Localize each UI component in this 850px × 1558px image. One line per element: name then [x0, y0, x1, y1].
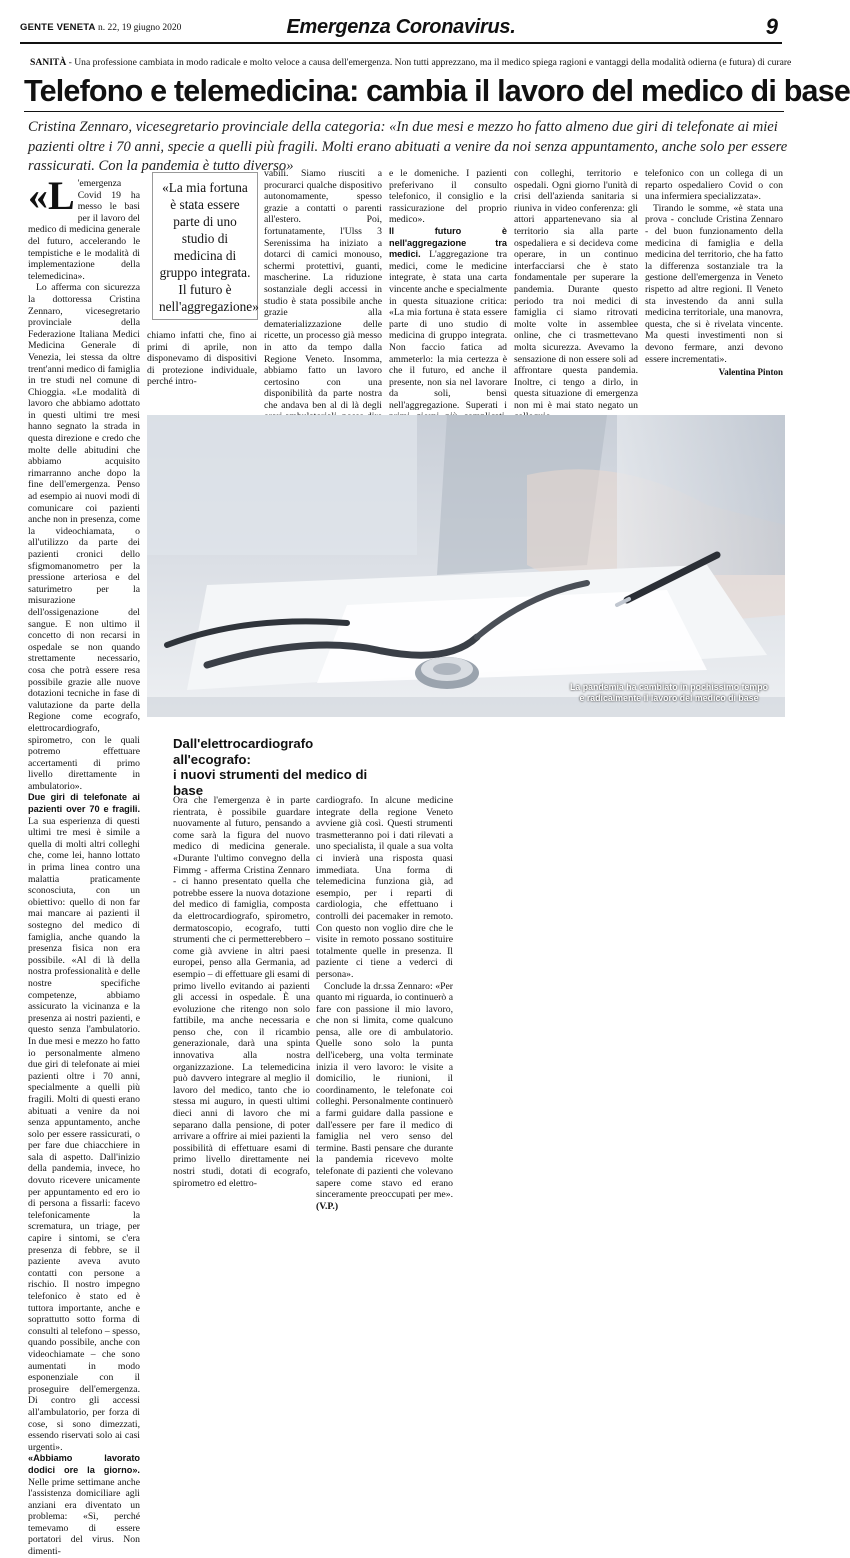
section2-column-a — [173, 795, 310, 1189]
column-6 — [645, 168, 783, 408]
col5-text: con colleghi, territorio e ospedali. Ogni giorno l'unità di crisi dell'azienda sanitaria si riuniva in video conferenza: gli attori appartenevano sia al territorio sia alla parte ospedaliera e si decideva come operare, in un continuo interfacciarsi che è stato fondamentale per superare la pandemia. Durante questo periodo tra noi medici di famiglia ci siamo ritrovati molte volte in assemblee online, che ci trasmettevano molta sicurezza. Avevamo la sensazione di non essere soli ad affrontare questa pandemia. Inoltre, ci tengo a dirlo, in questa situazione di emergenza non mi è mai stato negato un — [514, 168, 638, 411]
subhead-1: Due giri di telefonate ai pazienti over 70 e fragili. — [28, 792, 140, 815]
dropcap: «L — [28, 173, 75, 218]
signature: Valentina Pinton — [718, 367, 783, 378]
stethoscope-photo — [147, 415, 785, 717]
subhead-3: Il futuro è nell'aggregazione tra medici. — [389, 225, 507, 260]
section-title: Emergenza Coronavirus. — [286, 16, 516, 38]
kicker-label: SANITÀ — [30, 57, 67, 68]
col1-p3-text: La sua esperienza di questi ultimi tre mesi è simile a quella di molti altri colleghi che, come lei, hanno lottato in prima linea contro una malattia praticamente sconosciuta, con un obiettivo: quello di non far mai mancare ai pazienti il sostegno del medico di famiglia, anche quando la presenza fisica non era possibile. «Al di là della nostra professionalità e delle nostre specifiche competenze, abbiamo assicurato la vicinanza e la presenza ai nostri pazienti, e questo senza l'ambulatorio. In due mesi e mezzo ho fatto io personalmente almeno due giri di telefonate ai miei pazienti oltre i 70 anni, specialmente a quelli più fragili. Molti di questi erano abituati a venire da noi senza appuntamento, anche solo per essere rassicurati, o per fare due chiacchiere in sala di aspetto. Dall'inizio della pandemia, invece, ho dovuto ricevere unicamente per appuntamento ed ero io di persona a fissarli: facevo telefonicamente la scrematura, un triage, per capire i sintomi, se c'era presenza di febbre, se il paziente aveva avuto contatti con persone a rischio. Il nostro impegno telefonico è stato ed è tuttora importante, anche e soprattutto sotto forma di consulti al telefono – spesso, quando possibile, anche con videochiamate – che sono aumentati in modo esponenziale con il proseguire dell'emergenza. Di contro gli accessi all'ambulatorio, per forza di cose, si sono dimezzati, essendo riservati solo ai casi urgenti». — [28, 815, 140, 1453]
section2-initials: (V.P.) — [316, 1200, 339, 1212]
pull-quote: «La mia fortuna è stata essere parte di uno studio di medicina di gruppo integrata. Il futuro è nell'aggregazione» — [152, 172, 258, 320]
section2-title-line1: Dall'elettrocardiografo all'ecografo: — [173, 736, 314, 767]
column-4 — [389, 168, 507, 411]
col1-p3 — [28, 792, 140, 1453]
stethoscope-illustration — [147, 415, 785, 717]
section2-column-b — [316, 795, 453, 1212]
col4-p2 — [389, 226, 507, 446]
section2-col-b-p2-text: Conclude la dr.ssa Zennaro: «Per quanto mi riguarda, io continuerò a fare con passione il mio lavoro, che non si limita, come qualcuno pensa, alle ore di ambulatorio. Quelle sono solo la punta dell'iceberg, una volta terminate inizia il vero lavoro: le visite a domicilio, le riunioni, il coordinamento, le telefonate coi colleghi. Personalmente continuerò a farmi guidare dalla passione e dall'essere per fare il medico di famiglia nel vero senso del termine. Basti pensare che durante la pandemia ricevevo molte telefonate di pazienti che volevano sapere come stavo ed erano sinceramente preoccupati per me». — [316, 980, 453, 1201]
column-3 — [264, 168, 382, 411]
column-5 — [514, 168, 638, 411]
section2-title-line2: i nuovi strumenti del medico di base — [173, 767, 368, 798]
section2-col-a-text: Ora che l'emergenza è in parte rientrata, è possibile guardare nuovamente al futuro, pensando a come sarà la figura del nuovo medico di medicina generale. «Durante l'ultimo convegno della Fimmg - afferma Cristina Zennaro - ci hanno presentato quella che potrebbe essere la nuova dotazione del medico di famiglia, composta da elettrocardiografo, spirometro, dermatoscopio, ecografo, tutti strumenti che ci permetterebbero – come già avviene in altri paesi europei, penso alla Germania, ad esempio – di effettuare gli esami di primo livello evitando ai pazienti gli accessi in ospedale. È una evoluzione che ritengo non solo fattibile, ma anche necessaria e penso che, con il ricambio generazionale, darà una spinta innovativa alla nostra organizzazione. La telemedicina può davvero integrare al meglio il lavoro del medico, tanto che io stessa mi auguro, in questi ultimi dieci anni di lavoro che mi separano dalla pensione, di poter arrivare a offrire ai miei pazienti la possibilità di effettuare esami di primo livello direttamente nei nostri studi, dotati di ecografo, spirometro ed elettro- — [173, 795, 310, 1189]
column-2 — [147, 330, 257, 402]
col1-p1: 'emergenza Covid 19 ha messo le basi per il lavoro del medico di medicina generale del futuro, accelerando le tempistiche e le modalità di implementazione della telemedicina». — [28, 178, 140, 282]
issue-date: n. 22, 19 giugno 2020 — [97, 23, 182, 33]
col4-p1: e le domeniche. I pazienti preferivano il consulto telefonico, il consiglio e la rassicurazione del proprio medico». — [389, 168, 507, 226]
col1-intro — [28, 173, 140, 282]
standfirst: Cristina Zennaro, vicesegretario provinciale della categoria: «In due mesi e mezzo ho fatto almeno due giri di telefonate ai miei pazienti oltre i 70 anni, specie a quelli più fragili. Molti erano abituati a venire da noi senza appuntamento, anche solo per essere rassicurati. Con la pandemia è tutto diverso» — [28, 119, 788, 174]
col1-p2: Lo afferma con sicurezza la dottoressa Cristina Zennaro, vicesegretario provinciale della Federazione Italiana Medici Medicina Generale di Venezia, lei stessa da oltre trent'anni medico di famiglia in tre studi nel comune di Chioggia. «Le modalità di lavoro che abbiamo adottato in questi ultimi tre mesi hanno segnato la strada in questa direzione e credo che molte delle abitudini che abbiamo acquisito rimarranno anche dopo la fine dell'emergenza. Penso ad esempio ai nuovi modi di comunicare coi pazienti anche non in presenza, come la videochiamata, o all'utilizzo da parte dei pazienti cronici dello sfigmomanometro per la pressione arteriosa e del saturimetro per la misurazione dell'ossigenazione del sangue. E non ultimo il concetto di non recarsi in ospedale se non quando strettamente necessario, cosa che potrà essere resa possibile grazie alle nuove dotazioni tecniche in fase di valutazione da parte della Regione come ecografo, elettrocardiografo, spirometro, con le quali potremo effettuare accertamenti di primo livello direttamente in ambulatorio». — [28, 282, 140, 792]
section2-col-b-p1: cardiografo. In alcune medicine integrate della regione Veneto avviene già così. Questi strumenti trasmetteranno poi i dati rilevati a uno specialista, il quale a sua volta ci invierà una risposta quasi immediata. Una forma di telemedicina funziona già, ad esempio, per i reparti di cardiologia, che effettuano i controlli dei pacemaker in remoto. Con questo non voglio dire che le visite in remoto possano sostituire totalmente quelle in presenza. Il paziente ci tiene a vederci di persona». — [316, 795, 453, 980]
col1-p4 — [28, 1453, 140, 1557]
col3-text: vabili. Siamo riusciti a procurarci qualche dispositivo autonomamente, spesso grazie a contatti o parenti all'estero. Poi, fortunatamente, l'Ulss 3 Serenissima ha iniziato a dotarci di camici monouso, schermi protettivi, guanti, mascherine. La riduzione sostanziale degli accessi in studio è stata possibile anche grazie alla dematerializzazione delle ricette, un processo già messo in atto da tempo dalla Regione Veneto. Insomma, abbiamo fatto un lavoro certosino con una disponibilità da parte nostra che andava ben al di là degli — [264, 168, 382, 411]
page-number: 9 — [765, 14, 778, 39]
page-header — [20, 16, 782, 44]
col6-p2: Tirando le somme, «è stata una prova - conclude Cristina Zennaro - del buon funzionamento della medicina di famiglia e della medicina del territorio, che ha fatto la differenza sostanziale tra la gestione dell'emergenza in Veneto rispetto ad altre regioni. Il Veneto sta investendo da anni sulla medicina territoriale, una manovra, questa, che si è rivelata vincente. Ma questi investimenti non si devono fermare, anzi devono essere incrementati». — [645, 202, 783, 365]
col4-p2-text: L'aggregazione tra medici, come le medicine integrate, è stata una carta vincente anche e specialmente in questa situazione critica: «La mia fortuna è stata essere parte di uno studio di medicina di gruppo integrata. Non faccio fatica ad ammeterlo: la mia certezza è che il futuro, ed anche il presente, non sia nel lavorare da soli, bensì nell'aggregazione. Superati i — [389, 249, 507, 411]
subhead-2: «Abbiamo lavorato dodici ore la giorno». — [28, 1453, 140, 1475]
column-1 — [28, 173, 140, 1558]
col6-p1: telefonico con un collega di un reparto ospedaliero Covid o con una infermiera specializzata». — [645, 168, 783, 203]
section2-title — [173, 736, 385, 798]
col1-p4-text: Nelle prime settimane anche l'assistenza domiciliare agli anziani era diventato un problema: «Sì, perché temevamo di essere portatori del virus. Non dimenti- — [28, 1476, 140, 1558]
kicker-text: - Una professione cambiata in modo radicale e molto veloce a causa dell'emergenza. Non tutti apprezzano, ma il medico spiega ragioni e vantaggi della modalità odierna (e futura) di curare — [66, 57, 792, 68]
headline: Telefono e telemedicina: cambia il lavoro del medico di base — [24, 73, 784, 112]
col2-text: chiamo infatti che, fino ai primi di aprile, non disponevamo di dispositivi di protezione individuale, perché intro- — [147, 330, 257, 388]
kicker — [30, 57, 792, 68]
paper-name: GENTE VENETA — [20, 22, 96, 33]
photo-caption: La pandemia ha cambiato in pochissimo tempo e radicalmente il lavoro del medico di base — [570, 682, 768, 703]
section2-col-b-p2 — [316, 981, 453, 1213]
